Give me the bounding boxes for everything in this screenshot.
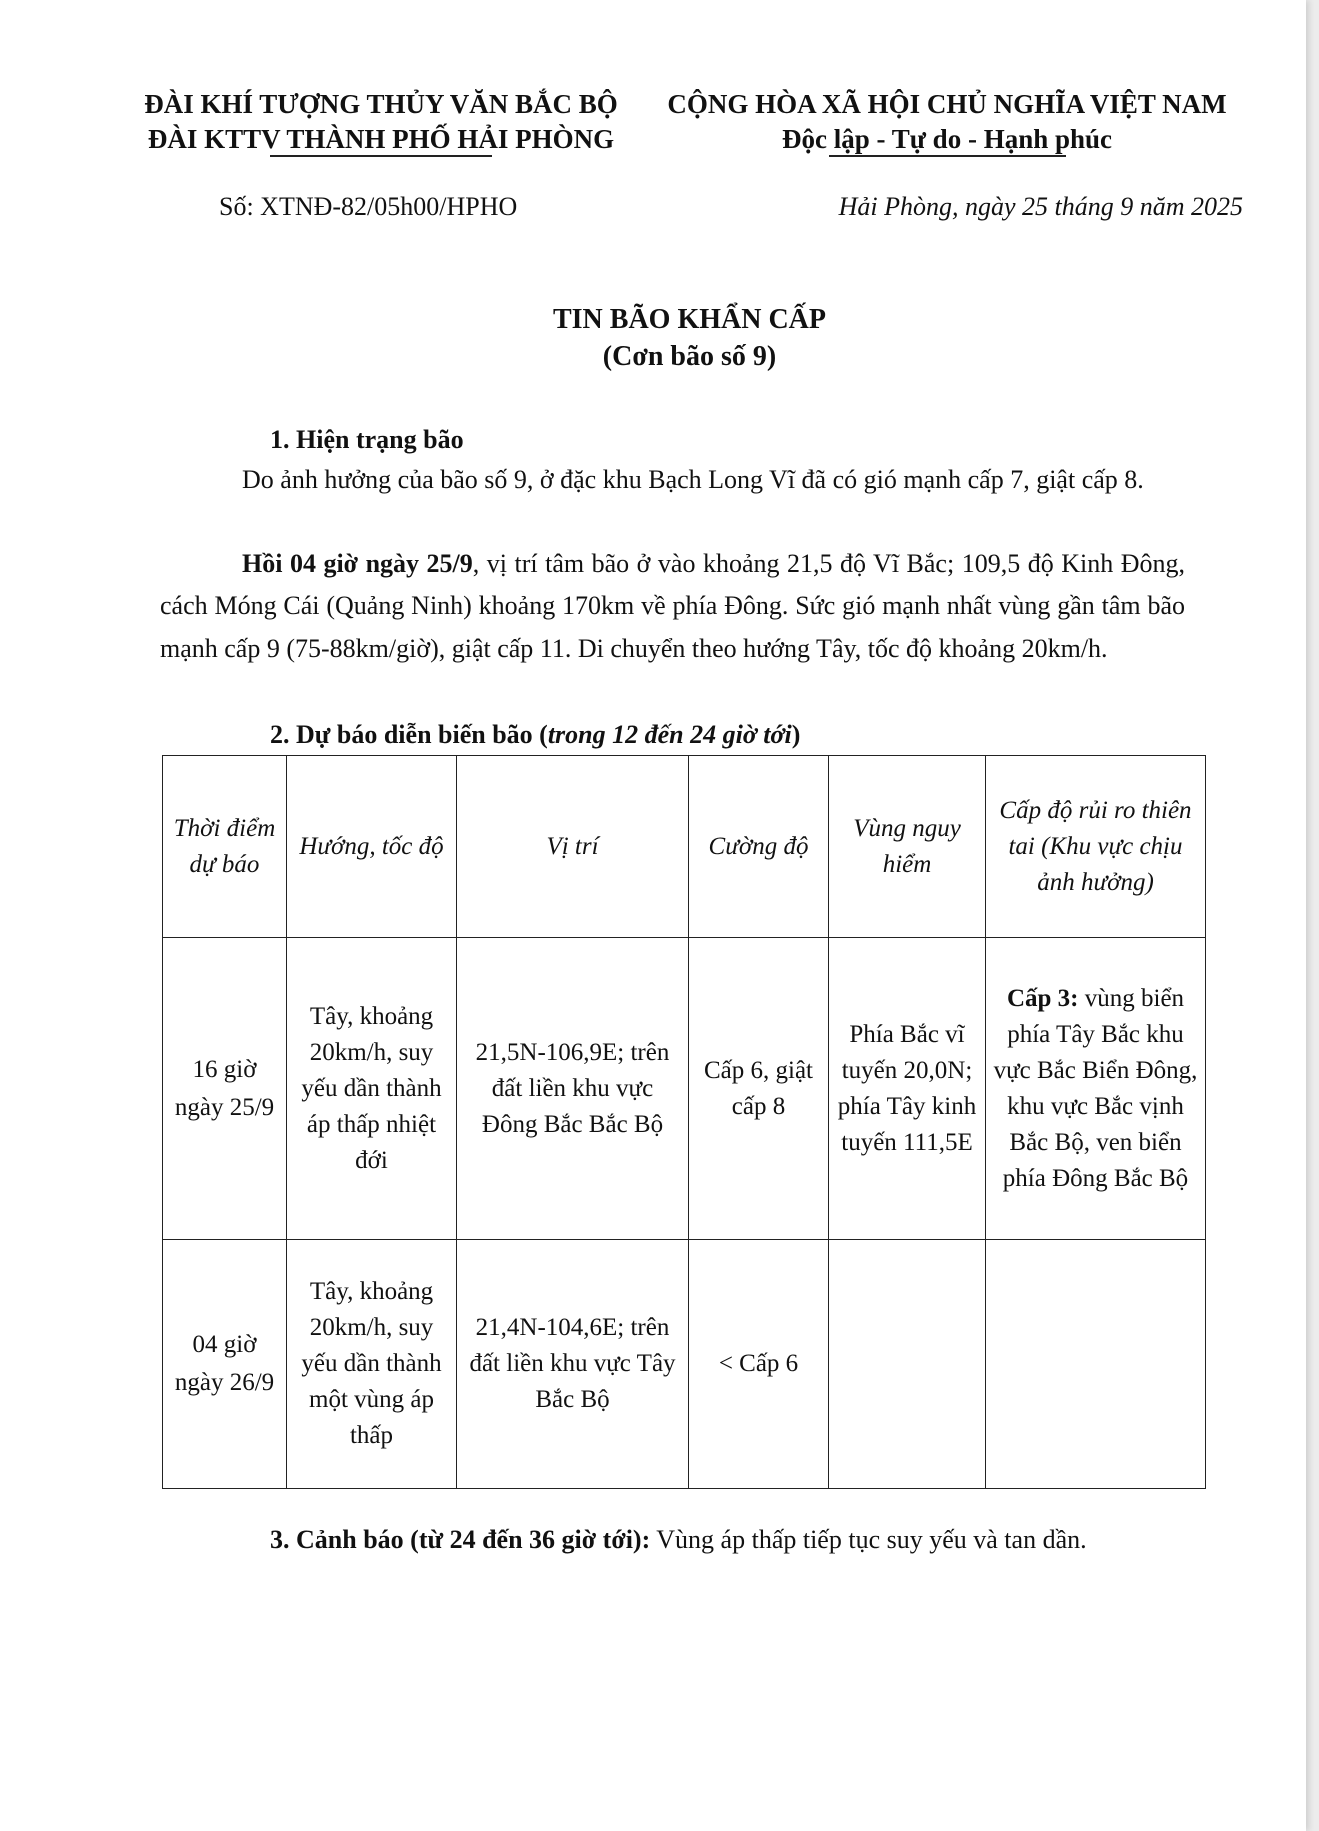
cell-time: 16 giờ ngày 25/9 bbox=[163, 938, 287, 1240]
col-header-risk-level: Cấp độ rủi ro thiên tai (Khu vực chịu ảnh hưởng) bbox=[986, 756, 1206, 938]
place-date: Hải Phòng, ngày 25 tháng 9 năm 2025 bbox=[838, 192, 1243, 221]
cell-danger-zone: Phía Bắc vĩ tuyến 20,0N; phía Tây kinh tuyến 111,5E bbox=[829, 938, 986, 1240]
forecast-table bbox=[162, 755, 1206, 1489]
risk-level-area: vùng biển phía Tây Bắc khu vực Bắc Biển Đông, khu vực Bắc vịnh Bắc Bộ, ven biển phía Đông Bắc Bộ bbox=[993, 984, 1198, 1192]
motto-text: Độc lập - Tự do - Hạnh phúc bbox=[781, 124, 1113, 154]
table-header-row bbox=[163, 756, 1206, 938]
risk-level-label: Cấp 3: bbox=[1006, 984, 1079, 1012]
section2-heading-label: 2. Dự báo diễn biến bão ( bbox=[270, 720, 548, 749]
section3 bbox=[270, 1519, 1087, 1561]
section1-heading: 1. Hiện trạng bão bbox=[270, 425, 464, 454]
section2-heading-close: ) bbox=[791, 720, 801, 749]
col-header-danger-zone: Vùng nguy hiểm bbox=[829, 756, 986, 938]
agency-name bbox=[136, 121, 626, 157]
table-row bbox=[163, 1240, 1206, 1489]
section2-heading bbox=[270, 715, 800, 755]
agency-parent: ĐÀI KHÍ TƯỢNG THỦY VĂN BẮC BỘ bbox=[144, 89, 618, 119]
document-subtitle: (Cơn bão số 9) bbox=[602, 341, 777, 372]
section1-paragraph2 bbox=[160, 543, 1185, 670]
section3-heading: 3. Cảnh báo (từ 24 đến 36 giờ tới): bbox=[270, 1525, 651, 1554]
cell-risk-level bbox=[986, 1240, 1206, 1489]
cell-direction: Tây, khoảng 20km/h, suy yếu dần thành một vùng áp thấp bbox=[287, 1240, 457, 1489]
motto-underline bbox=[829, 155, 1066, 157]
agency-name-text: ĐÀI KTTV THÀNH PHỐ HẢI PHÒNG bbox=[147, 124, 615, 154]
agency-underline bbox=[270, 155, 492, 157]
col-header-time: Thời điểm dự báo bbox=[163, 756, 287, 938]
col-header-intensity: Cường độ bbox=[689, 756, 829, 938]
section2-heading-period: trong 12 đến 24 giờ tới bbox=[547, 720, 792, 749]
cell-position: 21,5N-106,9E; trên đất liền khu vực Đông Bắc Bắc Bộ bbox=[457, 938, 689, 1240]
cell-time: 04 giờ ngày 26/9 bbox=[163, 1240, 287, 1489]
col-header-position: Vị trí bbox=[457, 756, 689, 938]
table-row bbox=[163, 938, 1206, 1240]
section1-paragraph2-body: , vị trí tâm bão ở vào khoảng 21,5 độ Vĩ Bắc; 109,5 độ Kinh Đông, cách Móng Cái (Quảng Ninh) khoảng 170km về phía Đông. Sức gió mạnh nhất vùng gần tâm bão mạnh cấp 9 (75-88km/giờ), giật cấp 11. Di chuyển theo hướng Tây, tốc độ khoảng 20km/h. bbox=[160, 549, 1185, 663]
section1-paragraph2-lead: Hồi 04 giờ ngày 25/9 bbox=[242, 549, 473, 578]
section1-paragraph1: Do ảnh hưởng của bão số 9, ở đặc khu Bạch Long Vĩ đã có gió mạnh cấp 7, giật cấp 8. bbox=[242, 465, 1144, 494]
cell-position: 21,4N-104,6E; trên đất liền khu vực Tây Bắc Bộ bbox=[457, 1240, 689, 1489]
cell-direction: Tây, khoảng 20km/h, suy yếu dần thành áp thấp nhiệt đới bbox=[287, 938, 457, 1240]
cell-intensity: < Cấp 6 bbox=[689, 1240, 829, 1489]
country-name: CỘNG HÒA XÃ HỘI CHỦ NGHĨA VIỆT NAM bbox=[667, 89, 1227, 119]
cell-risk-level bbox=[986, 938, 1206, 1240]
section3-text: Vùng áp thấp tiếp tục suy yếu và tan dần. bbox=[656, 1525, 1087, 1554]
motto bbox=[646, 121, 1248, 157]
document-number: Số: XTNĐ-82/05h00/HPHO bbox=[219, 192, 518, 221]
cell-intensity: Cấp 6, giật cấp 8 bbox=[689, 938, 829, 1240]
document-title: TIN BÃO KHẨN CẤP bbox=[552, 304, 826, 335]
cell-danger-zone bbox=[829, 1240, 986, 1489]
col-header-direction: Hướng, tốc độ bbox=[287, 756, 457, 938]
